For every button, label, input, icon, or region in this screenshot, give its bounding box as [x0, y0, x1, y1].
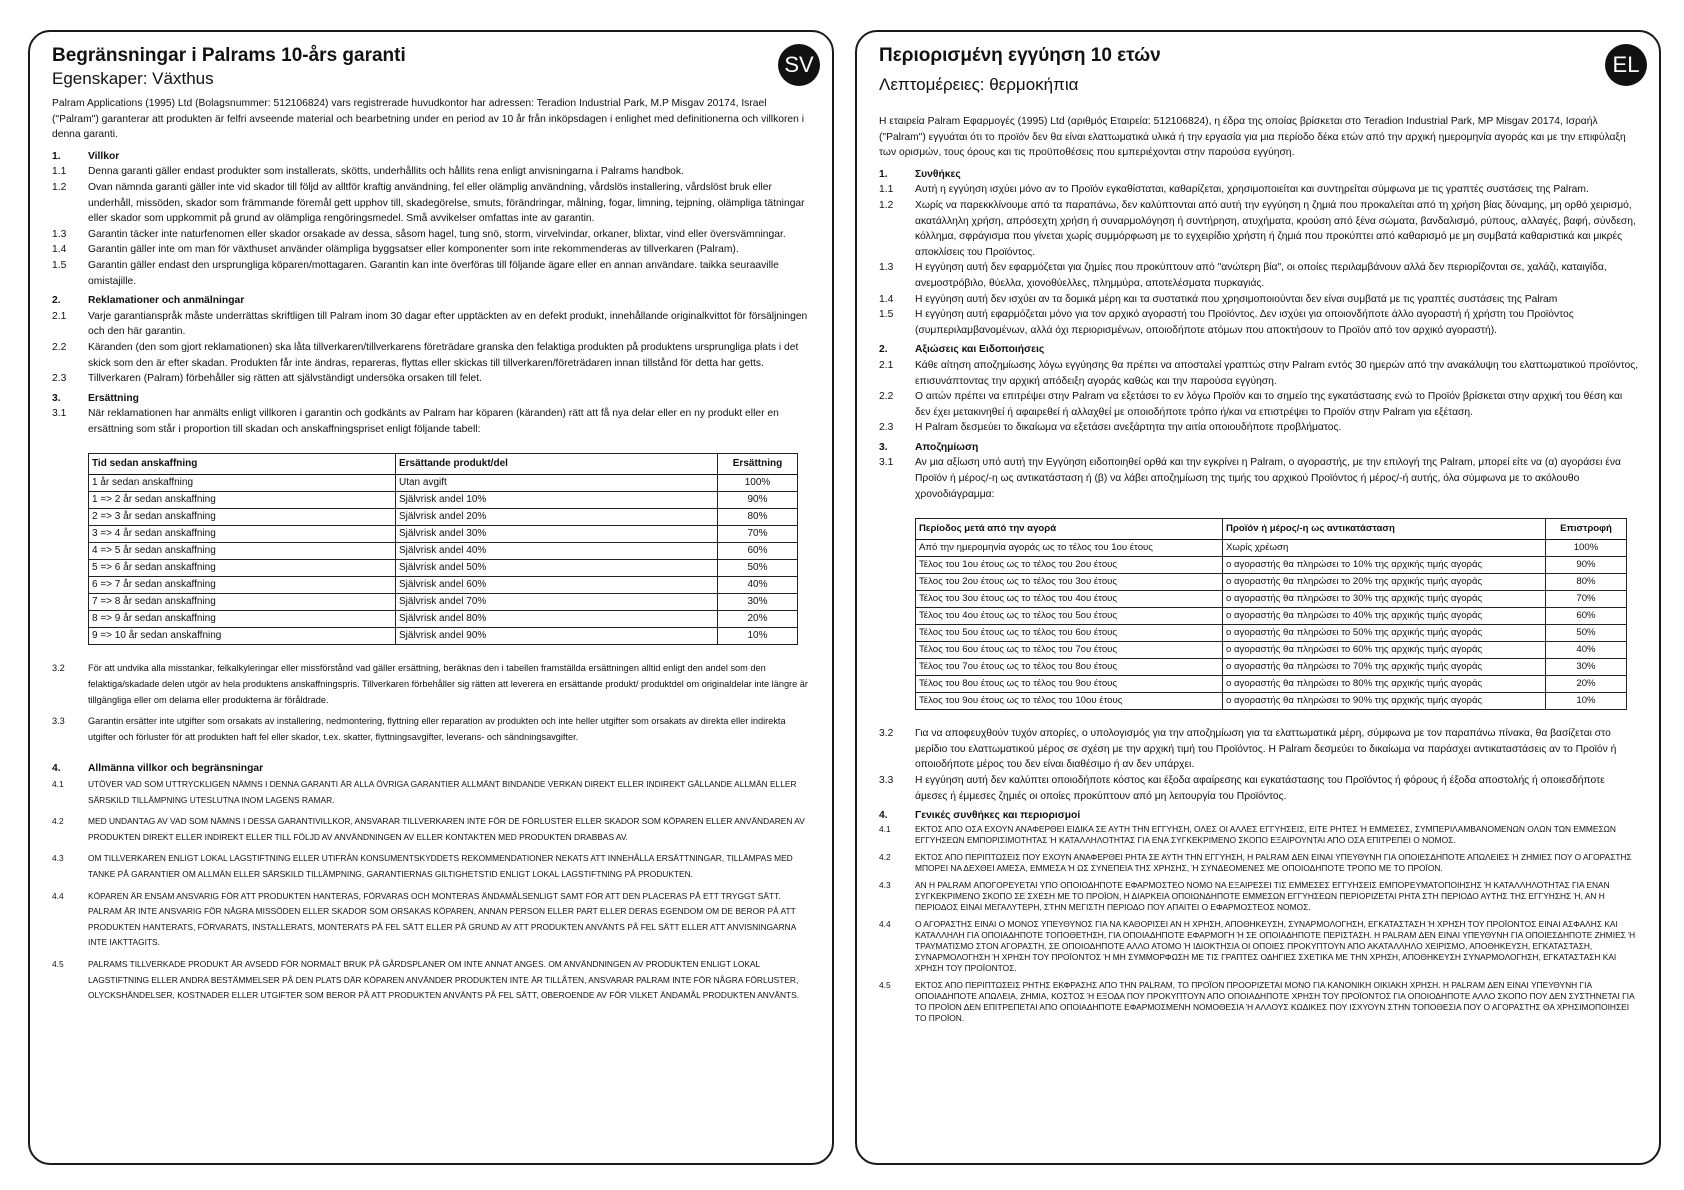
section-heading: 2. Αξιώσεις και Ειδοποιήσεις	[879, 344, 1045, 356]
table-cell: 100%	[718, 475, 798, 492]
clause: 4.3 OM TILLVERKAREN ENLIGT LOKAL LAGSTIFTNING ELLER UTIFRÅN KONSUMENTSKYDDETS REKOMMENDATIONER NEKATS ATT INNEHÅLLA ERSÄTTNINGAR, TILLÄMPAS MED TANKE PÅ GARANTIER OM ALLMÄN ELLER SÄRSKILD TILLÄMPNING, GARANTIERNAS GILTIGHETSTID ENLIGT LOKAL LAGSTIFTNING PÅ PRODUKTEN.	[52, 853, 793, 879]
table-header: Ersättande produkt/del	[396, 454, 718, 475]
compensation-table	[915, 518, 1627, 710]
table-header: Προϊόν ή μέρος/-η ως αντικατάσταση	[1223, 519, 1546, 540]
table-cell: 50%	[718, 560, 798, 577]
table-cell: Τέλος του 8ου έτους ως το τέλος του 9ου έτους	[916, 676, 1223, 693]
table-cell: Τέλος του 9ου έτους ως το τέλος του 10ου έτους	[916, 693, 1223, 710]
clause: 2.2 Käranden (den som gjort reklamationen) ska låta tillverkaren/tillverkarens företrädare granska den felaktiga produkten på produktens ursprungliga plats i det skick som den är efter skadan. Produkten får inte ändras, repareras, flyttas eller skickas till tillverkaren/företrädaren innan tillstånd för detta har getts.	[52, 341, 799, 369]
clause: 2.1 Varje garantianspråk måste underrättas skriftligen till Palram inom 30 dagar efter upptäckten av en defekt produkt, innehållande originalkvittot för försäljningen och den här garantin.	[52, 310, 808, 338]
table-cell: ο αγοραστής θα πληρώσει το 80% της αρχικής τιμής αγοράς	[1223, 676, 1546, 693]
table-header: Περίοδος μετά από την αγορά	[916, 519, 1223, 540]
table-cell: Självrisk andel 80%	[396, 611, 718, 628]
table-header: Επιστροφή	[1546, 519, 1627, 540]
table-row	[916, 693, 1627, 710]
clause: 2.1 Κάθε αίτηση αποζημίωσης λόγω εγγύησης θα πρέπει να αποσταλεί γραπτώς στην Palram εντός 30 ημερών από την ανακάλυψη του ελαττωματικού προϊόντος, επισυνάπτοντας την αρχική απόδειξη αγοράς καθώς και την παρούσα εγγύηση.	[879, 359, 1639, 387]
clause: 1.2 Ovan nämnda garanti gäller inte vid skador till följd av alltför kraftig användning, fel eller olämplig användning, vårdslös installering, vårdslöst bruk eller underhåll, missöden, skador som främmande föremål gett upphov till, skadegörelse, smuts, förändringar, målning, fogar, limning, tejpning, olämpliga tätningar eller skador som uppkommit på grund av olämpliga rengöringsmedel. Små avvikelser omfattas inte av garantin.	[52, 181, 805, 225]
clause: 1.4 Garantin gäller inte om man för växthuset använder olämpliga byggsatser eller komponenter som inte rekommenderas av tillverkaren (Palram).	[52, 244, 739, 256]
table-row	[916, 591, 1627, 608]
table-row	[89, 475, 798, 492]
table-cell: 20%	[718, 611, 798, 628]
table-cell: 30%	[1546, 659, 1627, 676]
table-row	[916, 557, 1627, 574]
table-cell: 8 => 9 år sedan anskaffning	[89, 611, 396, 628]
table-row	[916, 676, 1627, 693]
section-heading: 3. Ersättning	[52, 392, 139, 404]
table-cell: Τέλος του 2ου έτους ως το τέλος του 3ου έτους	[916, 574, 1223, 591]
table-row	[916, 642, 1627, 659]
table-row	[916, 625, 1627, 642]
table-cell: 80%	[718, 509, 798, 526]
table-cell: Självrisk andel 20%	[396, 509, 718, 526]
clause: 1.4 Η εγγύηση αυτή δεν ισχύει αν τα δομικά μέρη και τα συστατικά που χρησιμοποιούνται δεν είναι συμβατά με τις γραπτές συστάσεις της Palram	[879, 293, 1558, 305]
clause: 4.3 ΑΝ Η PALRAM ΑΠΟΓΟΡΕΥΕΤΑΙ ΥΠΟ ΟΠΟΙΟΔΗΠΟΤΕ ΕΦΑΡΜΟΣΤΕΟ ΝΟΜΟ ΝΑ ΕΞΑΙΡΕΣΕΙ ΤΙΣ ΕΜΜΕΣΕΣ ΕΓΓΥΗΣΕΙΣ ΕΜΠΟΡΕΥΜΑΤΟΠΟΙΗΣΗΣ Ή ΚΑΤΑΛΛΗΛΟΤΗΤΑΣ ΓΙΑ ΕΝΑΝ ΣΥΓΚΕΚΡΙΜΕΝΟ ΣΚΟΠΟ ΣΕ ΣΧΕΣΗ ΜΕ ΤΟ ΠΡΟΪΟΝ, Η ΔΙΑΡΚΕΙΑ ΟΠΟΙΩΝΔΗΠΟΤΕ ΕΜΜΕΣΩΝ ΕΓΓΥΗΣΕΩΝ ΠΕΡΙΟΡΙΖΕΤΑΙ ΡΗΤΑ ΣΤΗ ΠΕΡΙΟΔΟ ΑΥΤΗΣ ΤΗΣ ΕΓΓΥΗΣΗΣ Ή, ΑΝ Η ΠΕΡΙΟΔΟΣ ΕΙΝΑΙ ΜΕΓΑΛΥΤΕΡΗ, ΣΤΗΝ ΜΕΓΙΣΤΗ ΠΕΡΙΟΔΟ ΠΟΥ ΑΠΑΙΤΕΙ Ο ΕΦΑΡΜΟΣΤΕΟΣ ΝΟΜΟΣ.	[879, 879, 1610, 912]
table-cell: 30%	[718, 594, 798, 611]
section-heading: 2. Reklamationer och anmälningar	[52, 295, 245, 307]
panel-swedish	[28, 30, 834, 1165]
section-heading: 4. Γενικές συνθήκες και περιορισμοί	[879, 810, 1081, 822]
table-cell: Χωρίς χρέωση	[1223, 540, 1546, 557]
table-cell: 5 => 6 år sedan anskaffning	[89, 560, 396, 577]
table-cell: ο αγοραστής θα πληρώσει το 10% της αρχικής τιμής αγοράς	[1223, 557, 1546, 574]
table-cell: Självrisk andel 30%	[396, 526, 718, 543]
table-cell: Självrisk andel 10%	[396, 492, 718, 509]
clause: 3.1 Αν μια αξίωση υπό αυτή την Εγγύηση ειδοποιηθεί ορθά και την εγκρίνει η Palram, ο αγοραστής, με την επιλογή της Palram, μπορεί είτε να (α) αγοράσει ένα Προϊόν ή μέρος/-η ως αντικατάσταση ή (β) να λάβει αποζημίωση της τιμής του αρχικού Προϊόντος ή μέρος/-ή αυτής, όλα σύμφωνα με το ακόλουθο χρονοδιάγραμμα:	[879, 457, 1621, 500]
section-heading: 3. Αποζημίωση	[879, 441, 979, 453]
table-cell: Τέλος του 6ου έτους ως το τέλος του 7ου έτους	[916, 642, 1223, 659]
table-cell: Självrisk andel 40%	[396, 543, 718, 560]
table-cell: 90%	[1546, 557, 1627, 574]
table-cell: 70%	[718, 526, 798, 543]
table-row	[89, 628, 798, 645]
table-cell: 1 år sedan anskaffning	[89, 475, 396, 492]
compensation-table	[88, 453, 798, 645]
table-cell: 3 => 4 år sedan anskaffning	[89, 526, 396, 543]
clause: 3.2 Για να αποφευχθούν τυχόν απορίες, ο υπολογισμός για την αποζημίωση για τα ελαττωματικά μέρη, σύμφωνα με τον παραπάνω πίνακα, θα βασίζεται στο μερίδιο του ελαττωματικού μέρος σε σχέση με την αρχική τιμή του Προϊόντος. Η Palram δεσμεύει το δικαίωμα να παράσχει αντικαταστάσεις αν το Προϊόν ή οποιοδήποτε μέρος του δεν είναι διαθέσιμο ή αν δεν υπάρχει.	[879, 728, 1617, 771]
table-cell: 60%	[718, 543, 798, 560]
table-cell: 7 => 8 år sedan anskaffning	[89, 594, 396, 611]
table-row	[916, 608, 1627, 625]
clause: 3.3 Η εγγύηση αυτή δεν καλύπτει οποιοδήποτε κόστος και έξοδα αφαίρεσης και εγκατάστασης του Προϊόντος ή φόρους ή έξοδα αποστολής ή οποιεσδήποτε άμεσες ή έμμεσες ζημιές οι οποίες προκύπτουν από μη λειτουργία του Προϊόντος.	[879, 775, 1605, 802]
clause: 1.1 Denna garanti gäller endast produkter som installerats, skötts, underhållits och hållits rena enligt anvisningarna i Palrams handbok.	[52, 166, 684, 178]
table-row	[89, 509, 798, 526]
page-title: Περιορισμένη εγγύηση 10 ετών	[879, 45, 1161, 66]
table-row	[89, 492, 798, 509]
table-cell: 40%	[718, 577, 798, 594]
table-row	[89, 577, 798, 594]
table-cell: ο αγοραστής θα πληρώσει το 30% της αρχικής τιμής αγοράς	[1223, 591, 1546, 608]
table-cell: ο αγοραστής θα πληρώσει το 90% της αρχικής τιμής αγοράς	[1223, 693, 1546, 710]
page-title: Begränsningar i Palrams 10-års garanti	[52, 45, 406, 66]
section-heading: 1. Συνθήκες	[879, 168, 961, 180]
table-cell: ο αγοραστής θα πληρώσει το 40% της αρχικής τιμής αγοράς	[1223, 608, 1546, 625]
table-cell: ο αγοραστής θα πληρώσει το 20% της αρχικής τιμής αγοράς	[1223, 574, 1546, 591]
table-cell: Självrisk andel 70%	[396, 594, 718, 611]
table-cell: 2 => 3 år sedan anskaffning	[89, 509, 396, 526]
clause: 1.3 Garantin täcker inte naturfenomen eller skador orsakade av dessa, såsom hagel, tung snö, storm, virvelvindar, orkaner, blixtar, vind eller översvämningar.	[52, 228, 786, 240]
clause: 1.5 Garantin gäller endast den ursprungliga köparen/mottagaren. Garantin kan inte överföras till följande ägare eller en annan användare. taikka seuraaville omistajille.	[52, 259, 779, 287]
table-cell: 10%	[718, 628, 798, 645]
table-header: Ersättning	[718, 454, 798, 475]
table-cell: Από την ημερομηνία αγοράς ως το τέλος του 1ου έτους	[916, 540, 1223, 557]
table-cell: 100%	[1546, 540, 1627, 557]
clause: 4.2 ΕΚΤΟΣ ΑΠΟ ΠΕΡΙΠΤΩΣΕΙΣ ΠΟΥ ΕΧΟΥΝ ΑΝΑΦΕΡΘΕΙ ΡΗΤΑ ΣΕ ΑΥΤΗ ΤΗΝ ΕΓΓΥΗΣΗ, Η PALRAM ΔΕΝ ΕΙΝΑΙ ΥΠΕΥΘΥΝΗ ΓΙΑ ΟΠΟΙΕΣΔΗΠΟΤΕ ΑΠΩΛΕΙΕΣ Ή ΖΗΜΙΕΣ ΠΟΥ Ο ΑΓΟΡΑΣΤΗΣ ΜΠΟΡΕΙ ΝΑ ΔΕΧΘΕΙ ΑΜΕΣΑ, ΕΜΜΕΣΑ Ή ΩΣ ΣΥΝΕΠΕΙΑ ΤΗΣ ΧΡΗΣΗΣ, Ή ΣΥΝΔΕΟΜΕΝΕΣ ΜΕ ΟΠΟΙΟΔΗΠΟΤΕ ΤΡΟΠΟ ΜΕ ΤΟ ΠΡΟΪΟΝ.	[879, 851, 1632, 873]
intro-paragraph: Η εταιρεία Palram Εφαρμογές (1995) Ltd (αριθμός Εταιρεία: 512106824), η έδρα της οποίας βρίσκεται στο Teradion Industrial Park, MP Misgav 20174, Ισραήλ ("Palram") εγγυάται ότι το προϊόν δεν θα είναι ελαττωματικά υλικά ή την εργασία για μια περίοδο δέκα ετών από την αρχική ημερομηνία αγοράς και με την επιφύλαξη των ορισμών, τους όρους και τις προϋποθέσεις που εμπεριέχονται στην παρούσα εγγύηση.	[879, 116, 1626, 159]
table-row	[89, 611, 798, 628]
clause: 4.5 ΕΚΤΟΣ ΑΠΟ ΠΕΡΙΠΤΩΣΕΙΣ ΡΗΤΗΣ ΕΚΦΡΑΣΗΣ ΑΠΟ ΤΗΝ PALRAM, ΤΟ ΠΡΟΪΟΝ ΠΡΟΟΡΙΖΕΤΑΙ ΜΟΝΟ ΓΙΑ ΚΑΝΟΝΙΚΗ ΟΙΚΙΑΚΗ ΧΡΗΣΗ. Η PALRAM ΔΕΝ ΕΙΝΑΙ ΥΠΕΥΘΥΝΗ ΓΙΑ ΟΠΟΙΑΔΗΠΟΤΕ ΑΠΩΛΕΙΑ, ΖΗΜΙΑ, ΚΟΣΤΟΣ Ή ΕΞΟΔΑ ΠΟΥ ΠΡΟΚΥΠΤΟΥΝ ΑΠΟ ΟΠΟΙΑΔΗΠΟΤΕ ΧΡΗΣΗ ΤΟΥ ΠΡΟΪΟΝΤΟΣ ΓΙΑ ΟΠΟΙΟΔΗΠΟΤΕ ΑΛΛΟ ΣΚΟΠΟ ΠΟΥ ΔΕΝ ΣΥΣΤΗΝΕΤΑΙ ΓΙΑ ΤΟ ΠΡΟΪΟΝ ΔΕΝ ΕΠΙΤΡΕΠΕΤΑΙ ΑΠΟ ΟΠΟΙΑΔΗΠΟΤΕ ΕΦΑΡΜΟΣΜΕΝΗ ΝΟΜΟΘΕΣΙΑ Ή ΑΛΛΟΥΣ ΚΩΔΙΚΕΣ ΠΟΥ ΙΣΧΥΟΥΝ ΣΤΗΝ ΤΟΠΟΘΕΣΙΑ ΠΟΥ Ο ΑΓΟΡΑΣΤΗΣ ΘΑ ΧΡΗΣΙΜΟΠΟΙΗΣΕΙ ΤΟ ΠΡΟΪΟΝ.	[879, 979, 1635, 1023]
clause: 3.3 Garantin ersätter inte utgifter som orsakats av installering, nedmontering, flyttning eller reparation av produkten och inte heller utgifter som orsakats av direkta eller indirekta utgifter och förluster för att produkten haft fel eller skador, t.ex. skatter, flyttningsavgifter, leverans- och sändningsavgifter.	[52, 716, 786, 742]
table-row	[89, 560, 798, 577]
clause: 1.2 Χωρίς να παρεκκλίνουμε από τα παραπάνω, δεν καλύπτονται από αυτή την εγγύηση η ζημιά που προκαλείται από τη χρήση βίας δύναμης, μη ορθό χειρισμό, ακατάλληλη χρήση, απρόσεχτη χρήση ή συναρμολόγηση ή συντήρηση, ατυχήματα, κρούση από ξένα σώματα, βανδαλισμό, ρύπους, αλλαγές, βαφή, σύνδεση, κόλλημα, σφράγισμα που γίνεται χωρίς συμμόρφωση με το εγχειρίδιο χρήστη ή ζημιά που προκύπτει από καθαρισμό με μη συμβατά καθαριστικά και μικρές αποκλίσεις του Προϊόντος.	[879, 199, 1636, 258]
clause: 2.3 Tillverkaren (Palram) förbehåller sig rätten att självständigt undersöka orsaken till felet.	[52, 373, 482, 385]
table-cell: 60%	[1546, 608, 1627, 625]
clause: 4.4 Ο ΑΓΟΡΑΣΤΗΣ ΕΙΝΑΙ Ο ΜΟΝΟΣ ΥΠΕΥΘΥΝΟΣ ΓΙΑ ΝΑ ΚΑΘΟΡΙΣΕΙ ΑΝ Η ΧΡΗΣΗ, ΑΠΟΘΗΚΕΥΣΗ, ΣΥΝΑΡΜΟΛΟΓΗΣΗ, ΕΓΚΑΤΑΣΤΑΣΗ Ή ΧΡΗΣΗ ΤΟΥ ΠΡΟΪΟΝΤΟΣ ΕΙΝΑΙ ΑΣΦΑΛΗΣ ΚΑΙ ΚΑΤΑΛΛΗΛΗ ΓΙΑ ΟΠΟΙΑΔΗΠΟΤΕ ΤΟΠΟΘΕΤΗΣΗ, ΓΙΑ ΟΠΟΙΑΔΗΠΟΤΕ ΕΦΑΡΜΟΓΗ Ή ΣΕ ΟΠΟΙΑΔΗΠΟΤΕ ΠΕΡΙΣΤΑΣΗ. Η PALRAM ΔΕΝ ΕΙΝΑΙ ΥΠΕΥΘΥΝΗ ΓΙΑ ΟΠΟΙΕΣΔΗΠΟΤΕ ΖΗΜΙΕΣ Ή ΤΡΑΥΜΑΤΙΣΜΟ ΣΤΟΝ ΑΓΟΡΑΣΤΗ, ΣΕ ΟΠΟΙΟΔΗΠΟΤΕ ΑΛΛΟ ΑΤΟΜΟ Ή ΙΔΙΟΚΤΗΣΙΑ ΟΙ ΟΠΟΙΕΣ ΠΡΟΚΥΠΤΟΥΝ ΑΠΟ ΑΚΑΤΑΛΛΗΛΟ ΧΕΙΡΙΣΜΟ, ΑΠΟΘΗΚΕΥΣΗ, ΕΓΚΑΤΑΣΤΑΣΗ, ΣΥΝΑΡΜΟΛΟΓΗΣΗ Ή ΧΡΗΣΗ ΤΟΥ ΠΡΟΪΟΝΤΟΣ Ή ΜΗ ΣΥΜΜΟΡΦΩΣΗ ΜΕ ΤΙΣ ΓΡΑΠΤΕΣ ΟΔΗΓΙΕΣ ΣΧΕΤΙΚΑ ΜΕ ΤΗΝ ΧΡΗΣΗ, ΑΠΟΘΗΚΕΥΣΗ ΣΥΝΑΡΜΟΛΟΓΗΣΗ, ΕΓΚΑΤΑΣΤΑΣΗ ΚΑΙ ΧΡΗΣΗ ΤΟΥ ΠΡΟΪΟΝΤΟΣ.	[879, 918, 1636, 973]
table-cell: 10%	[1546, 693, 1627, 710]
table-row	[89, 526, 798, 543]
clause: 4.4 KÖPAREN ÄR ENSAM ANSVARIG FÖR ATT PRODUKTEN HANTERAS, FÖRVARAS OCH MONTERAS ÄNDAMÅLSENLIGT SAMT FÖR ATT DEN PLACERAS PÅ ETT TRYGGT SÄTT. PALRAM ÄR INTE ANSVARIG FÖR NÅGRA MISSÖDEN ELLER SKADOR SOM ORSAKAS KÖPAREN, ANNAN PERSON ELLER PART ELLER DERAS EGENDOM OM DE BEROR PÅ ATT PRODUKTEN HANTERATS, FÖRVARATS, INSTALLERATS, MONTERATS PÅ FEL SÄTT ELLER PÅ GRUND AV ATT PRODUKTEN ANVÄNTS PÅ FEL SÄTT ELLER ATT ANVISNINGARNA INTE IAKTTAGITS.	[52, 890, 796, 948]
table-cell: ο αγοραστής θα πληρώσει το 50% της αρχικής τιμής αγοράς	[1223, 625, 1546, 642]
table-row	[916, 540, 1627, 557]
section-heading: 4. Allmänna villkor och begränsningar	[52, 763, 264, 775]
table-cell: ο αγοραστής θα πληρώσει το 60% της αρχικής τιμής αγοράς	[1223, 642, 1546, 659]
clause: 4.1 ΕΚΤΟΣ ΑΠΟ ΟΣΑ ΕΧΟΥΝ ΑΝΑΦΕΡΘΕΙ ΕΙΔΙΚΑ ΣΕ ΑΥΤΗ ΤΗΝ ΕΓΓΥΗΣΗ, ΟΛΕΣ ΟΙ ΑΛΛΕΣ ΕΓΓΥΗΣΕΙΣ, ΕΙΤΕ ΡΗΤΕΣ Ή ΕΜΜΕΣΕΣ, ΣΥΜΠΕΡΙΛΑΜΒΑΝΟΜΕΝΩΝ ΟΛΩΝ ΤΩΝ ΕΜΜΕΣΩΝ ΕΓΓΥΗΣΕΩΝ ΕΜΠΟΡΙΣΙΜΟΤΗΤΑΣ Ή ΚΑΤΑΛΛΗΛΟΤΗΤΑΣ ΓΙΑ ΕΝΑ ΣΥΓΚΕΚΡΙΜΕΝΟ ΣΚΟΠΟ ΕΞΑΙΡΟΥΝΤΑΙ ΑΠΟ ΟΣΑ ΕΠΙΤΡΕΠΕΙ Ο ΝΟΜΟΣ.	[879, 823, 1616, 845]
section-heading: 1. Villkor	[52, 150, 120, 162]
table-row	[89, 594, 798, 611]
table-cell: 40%	[1546, 642, 1627, 659]
clause: 1.3 Η εγγύηση αυτή δεν εφαρμόζεται για ζημίες που προκύπτουν από "ανώτερη βία", οι οποίες περιλαμβάνουν αλλά δεν περιορίζονται σε, χαλάζι, καταιγίδα, ανεμοστρόβιλο, θύελλα, χιονοθύελλες, πλημμύρα, αποτελέσματα πυρκαγιάς.	[879, 262, 1607, 289]
table-cell: ο αγοραστής θα πληρώσει το 70% της αρχικής τιμής αγοράς	[1223, 659, 1546, 676]
table-cell: 90%	[718, 492, 798, 509]
table-cell: 70%	[1546, 591, 1627, 608]
table-cell: Självrisk andel 90%	[396, 628, 718, 645]
table-cell: 1 => 2 år sedan anskaffning	[89, 492, 396, 509]
clause: 3.1 När reklamationen har anmälts enligt villkoren i garantin och godkänts av Palram har köparen (käranden) rätt att få nya delar eller en ny produkt eller en ersättning som står i proportion till skadan och anskaffningspriset enligt följande tabell:	[52, 408, 779, 435]
table-cell: Utan avgift	[396, 475, 718, 492]
clause: 1.5 Η εγγύηση αυτή εφαρμόζεται μόνο για τον αρχικό αγοραστή του Προϊόντος. Δεν ισχύει για οποιονδήποτε άλλο αγοραστή ή χρήστη του Προϊόντος (συμπεριλαμβανομένων, αλλά όχι περιορισμένων, οποιοδήποτε ατόμων που αποκτήσουν το Προϊόν από τον αρχικό αγοραστή).	[879, 309, 1574, 336]
page-subtitle: Egenskaper: Växthus	[52, 69, 214, 88]
table-cell: 9 => 10 år sedan anskaffning	[89, 628, 396, 645]
panel-greek	[855, 30, 1661, 1165]
table-cell: Självrisk andel 50%	[396, 560, 718, 577]
table-cell: 20%	[1546, 676, 1627, 693]
table-cell: Τέλος του 7ου έτους ως το τέλος του 8ου έτους	[916, 659, 1223, 676]
clause: 4.1 UTÖVER VAD SOM UTTRYCKLIGEN NÄMNS I DENNA GARANTI ÄR ALLA ÖVRIGA GARANTIER ALLMÄNT BINDANDE VERKAN DIREKT ELLER INDIREKT GÄLLANDE ALLMÄN ELLER SÄRSKILD TILLÄMPNING UTESLUTNA INOM LAGENS RAMAR.	[52, 779, 797, 805]
clause: 4.5 PALRAMS TILLVERKADE PRODUKT ÄR AVSEDD FÖR NORMALT BRUK PÅ GÅRDSPLANER OM INTE ANNAT ANGES. OM ANVÄNDNINGEN AV PRODUKTEN ENLIGT LOKAL LAGSTIFTNING ELLER ANDRA BESTÄMMELSER PÅ DEN PLATS DÄR KÖPAREN ANVÄNDER PRODUKTEN INTE ÄR TILLÅTEN, ANSVARAR PALRAM INTE FÖR NÅGRA FÖRLUSTER, OLYCKSHÄNDELSER, KOSTNADER ELLER UTGIFTER SOM BEROR PÅ ATT PRODUKTEN ANVÄNTS PÅ FEL SÄTT, OBEROENDE AV FÖR VILKET ÄNDAMÅL PRODUKTEN ANVÄNTS.	[52, 958, 800, 1001]
table-row	[89, 543, 798, 560]
table-row	[916, 659, 1627, 676]
table-cell: 4 => 5 år sedan anskaffning	[89, 543, 396, 560]
clause: 4.2 MED UNDANTAG AV VAD SOM NÄMNS I DESSA GARANTIVILLKOR, ANSVARAR TILLVERKAREN INTE FÖR DE FÖRLUSTER ELLER SKADOR SOM KÖPAREN ELLER ANVÄNDAREN AV PRODUKTEN DIREKT ELLER INDIREKT ELLER TILL FÖLJD AV ANVÄNDNINGEN AV ELLER KONTAKTEN MED PRODUKTEN DRABBAS AV.	[52, 816, 805, 842]
intro-paragraph: Palram Applications (1995) Ltd (Bolagsnummer: 512106824) vars registrerade huvudkontor har adressen: Teradion Industrial Park, M.P Misgav 20174, Israel ("Palram") garanterar att produkten är felfri avseende material och bearbetning under en period av 10 år från inköpsdagen i enlighet med definitionerna och villkoren i denna garanti.	[52, 98, 804, 141]
table-cell: Τέλος του 3ου έτους ως το τέλος του 4ου έτους	[916, 591, 1223, 608]
table-header: Tid sedan anskaffning	[89, 454, 396, 475]
table-cell: Τέλος του 4ου έτους ως το τέλος του 5ου έτους	[916, 608, 1223, 625]
table-cell: 80%	[1546, 574, 1627, 591]
table-cell: 50%	[1546, 625, 1627, 642]
clause: 1.1 Αυτή η εγγύηση ισχύει μόνο αν το Προϊόν εγκαθίσταται, καθαρίζεται, χρησιμοποιείται και συντηρείται σύμφωνα με τις γραπτές συστάσεις της Palram.	[879, 184, 1589, 196]
language-badge-sv: SV	[778, 44, 820, 86]
clause: 2.2 Ο αιτών πρέπει να επιτρέψει στην Palram να εξετάσει το εν λόγω Προϊόν και το σημείο της εγκατάστασης ενώ το Προϊόν βρίσκεται στην αρχική του θέση και δεν έχει μετακινηθεί ή αφαιρεθεί ή αλλαχθεί με οποιοδήποτε τρόπο ή/και να επιστρέψει το Προϊόν στην Palram για εξέταση.	[879, 391, 1623, 418]
page-subtitle: Λεπτομέρειες: θερμοκήπια	[879, 75, 1079, 94]
table-row	[916, 574, 1627, 591]
language-badge-el: EL	[1605, 44, 1647, 86]
table-cell: 6 => 7 år sedan anskaffning	[89, 577, 396, 594]
clause: 3.2 För att undvika alla misstankar, felkalkyleringar eller missförstånd vad gäller ersättning, beräknas den i tabellen framställda ersättningen alltid enligt den andel som den felaktiga/skadade delen utgör av hela produktens anskaffningspris. Tillverkaren förbehåller sig rätten att leverera en ersättande produkt/ produktdel om originaldelar inte längre är tillgängliga eller om delarna eller produkterna är föråldrade.	[52, 663, 808, 705]
table-cell: Τέλος του 1ου έτους ως το τέλος του 2ου έτους	[916, 557, 1223, 574]
clause: 2.3 Η Palram δεσμεύει το δικαίωμα να εξετάσει ανεξάρτητα την αιτία οποιουδήποτε προβλήματος.	[879, 422, 1342, 434]
table-cell: Τέλος του 5ου έτους ως το τέλος του 6ου έτους	[916, 625, 1223, 642]
table-cell: Självrisk andel 60%	[396, 577, 718, 594]
